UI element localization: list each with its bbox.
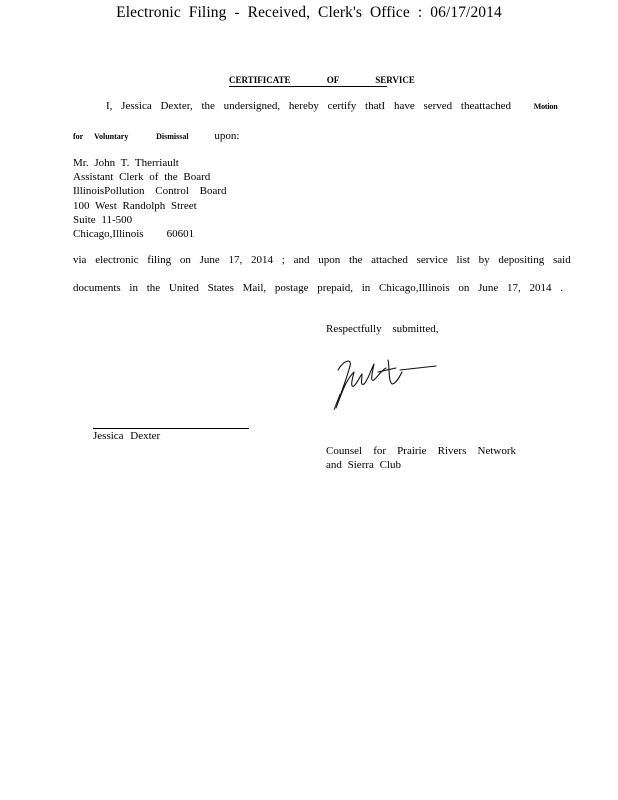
- signature-line: [93, 428, 249, 429]
- motion-title-dismissal: Dismissal: [156, 132, 189, 141]
- service-paragraph-line-1: via electronic filing on June 17, 2014 ; and upon the attached service list by depositing said: [73, 254, 571, 266]
- motion-title-voluntary: Voluntary: [93, 132, 129, 141]
- address-line: IllinoisPollution Control Board: [73, 185, 227, 198]
- certification-line-1: [106, 100, 557, 112]
- upon-word: upon:: [214, 130, 240, 142]
- certification-line-2: [73, 130, 239, 142]
- motion-word: Motion: [533, 102, 558, 111]
- heading-word-service: SERVICE: [375, 75, 415, 85]
- address-line: Suite 11-500: [73, 213, 133, 226]
- address-line: Mr. John T. Therriault: [73, 157, 179, 169]
- closing-text: Respectfully submitted,: [326, 323, 439, 335]
- heading-word-certificate: CERTIFICATE: [229, 75, 291, 85]
- filing-stamp: Electronic Filing - Received, Clerk's Office : 06/17/2014: [116, 4, 502, 21]
- address-line: Assistant Clerk of the Board: [73, 171, 211, 184]
- handwritten-signature: [330, 350, 440, 412]
- address-line: 100 West Randolph Street: [73, 199, 197, 212]
- motion-title-for: for: [73, 132, 84, 141]
- service-paragraph-line-2: documents in the United States Mail, postage prepaid, in Chicago,Illinois on June 17, 2014 .: [73, 282, 564, 294]
- heading-word-of: OF: [326, 75, 339, 85]
- signer-name: Jessica Dexter: [93, 430, 161, 442]
- certification-text: I, Jessica Dexter, the undersigned, hereby certify thatI have served theattached: [106, 100, 511, 112]
- certificate-heading: [229, 75, 415, 87]
- address-line: Chicago,Illinois 60601: [73, 228, 195, 241]
- recipient-address: [73, 156, 227, 241]
- counsel-block: Counsel for Prairie Rivers Network and Sierra Club: [326, 445, 516, 471]
